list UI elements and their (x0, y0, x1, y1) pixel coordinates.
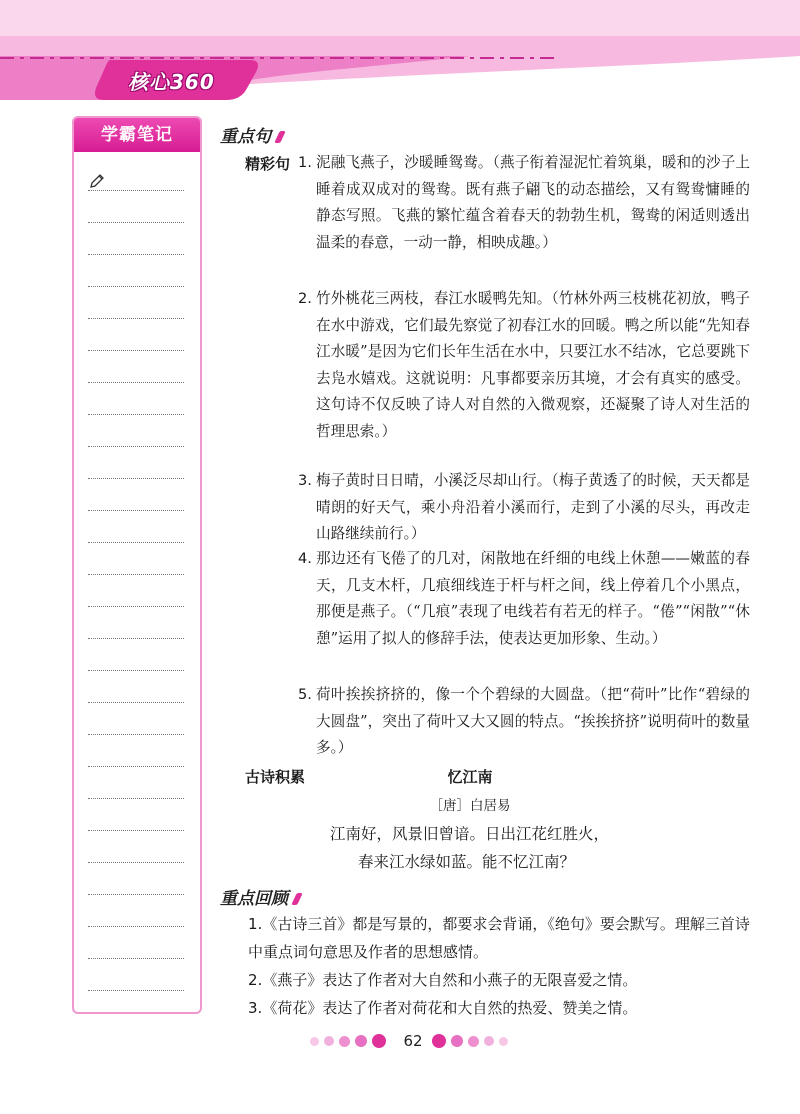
item-text: 竹外桃花三两枝，春江水暖鸭先知。（竹林外两三枝桃花初放，鸭子在水中游戏，它们最先察觉了初春江水的回暖。鸭之所以能“先知春江水暖”是因为它们长年生活在水中，只要江水不结冰，它总要跳下去凫水嬉戏。这就说明：凡事都要亲历其境，才会有真实的感受。这句诗不仅反映了诗人对自然的入微观察，还凝聚了诗人对生活的哲理思索。） (316, 290, 750, 440)
item-text: 《燕子》表达了作者对大自然和小燕子的无限喜爱之情。 (262, 971, 638, 989)
note-line (88, 670, 184, 671)
item-number: 1. (248, 915, 263, 933)
review-item (248, 966, 750, 994)
note-line (88, 414, 184, 415)
item-text: 泥融飞燕子，沙暖睡鸳鸯。（燕子衔着湿泥忙着筑巢，暖和的沙子上睡着成双成对的鸳鸯。既有燕子翩飞的动态描绘，又有鸳鸯慵睡的静态写照。飞燕的繁忙蕴含着春天的勃勃生机，鸳鸯的闲适则透出温柔的春意，一动一静，相映成趣。） (316, 154, 750, 251)
poem-line: 春来江水绿如蓝。能不忆江南？ (358, 853, 576, 871)
item-text: 荷叶挨挨挤挤的，像一个个碧绿的大圆盘。（把“荷叶”比作“碧绿的大圆盘”，突出了荷叶又大又圆的特点。“挨挨挤挤”说明荷叶的数量多。） (316, 686, 750, 756)
decor-dot (484, 1036, 494, 1046)
note-line (88, 542, 184, 543)
note-line (88, 702, 184, 703)
section-heading-text: 重点句 (220, 127, 271, 147)
note-line (88, 318, 184, 319)
poem-line: 江南好，风景旧曾谙。日出江花红胜火， (330, 825, 610, 843)
page-number: 62 (403, 1032, 423, 1050)
decor-dot (432, 1034, 446, 1048)
note-line (88, 990, 184, 991)
note-line (88, 382, 184, 383)
decor-dot (468, 1036, 479, 1047)
section-heading-review (220, 884, 300, 909)
item-number: 5. (298, 686, 312, 703)
item-text: 《古诗三首》都是写景的，都要求会背诵，《绝句》要会默写。理解三首诗中重点词句意思及作者的思想感情。 (248, 915, 750, 961)
decor-dot (355, 1035, 367, 1047)
note-line (88, 830, 184, 831)
item-number: 3. (248, 999, 263, 1017)
note-line (88, 350, 184, 351)
note-line (88, 926, 184, 927)
section-heading-text: 重点回顾 (220, 889, 288, 909)
decor-dot (372, 1034, 386, 1048)
decor-dot (499, 1037, 508, 1046)
note-line (88, 286, 184, 287)
notes-panel (72, 116, 202, 1014)
list-item (298, 546, 750, 652)
list-item (298, 150, 750, 256)
item-number: 1. (298, 154, 312, 171)
item-number: 2. (298, 290, 312, 307)
label-ancient-poem: 古诗积累 (245, 768, 306, 786)
note-line (88, 638, 184, 639)
note-line (88, 766, 184, 767)
list-item (298, 468, 750, 548)
note-line (88, 478, 184, 479)
note-line (88, 254, 184, 255)
note-line (88, 734, 184, 735)
list-item (298, 286, 750, 445)
accent-mark (274, 131, 286, 143)
label-highlight: 精彩句 (245, 155, 291, 173)
item-number: 4. (298, 550, 312, 567)
item-number: 3. (298, 472, 312, 489)
page-footer (300, 1032, 520, 1052)
note-line (88, 862, 184, 863)
note-line (88, 958, 184, 959)
note-line (88, 222, 184, 223)
decor-dot (324, 1036, 334, 1046)
note-line (88, 894, 184, 895)
item-text: 梅子黄时日日晴，小溪泛尽却山行。（梅子黄透了的时候，天天都是晴朗的好天气，乘小舟沿着小溪而行，走到了小溪的尽头，再改走山路继续前行。） (316, 472, 750, 542)
notes-title: 学霸笔记 (74, 118, 200, 152)
list-item (298, 682, 750, 762)
note-line (88, 574, 184, 575)
pencil-icon (88, 172, 106, 190)
note-line (88, 606, 184, 607)
accent-mark (291, 893, 303, 905)
header-decoration (0, 0, 800, 110)
review-item (248, 994, 750, 1022)
note-line (88, 446, 184, 447)
header-title: 核心360 (128, 70, 215, 94)
decor-dot (310, 1037, 319, 1046)
poem-author: ［唐］白居易 (429, 798, 511, 814)
section-heading-key-sentences (220, 122, 283, 147)
item-number: 2. (248, 971, 263, 989)
item-text: 那边还有飞倦了的几对，闲散地在纤细的电线上休憩——嫩蓝的春天，几支木杆，几痕细线连于杆与杆之间，线上停着几个小黑点，那便是燕子。（“几痕”表现了电线若有若无的样子。“倦”“闲散”“休憩”运用了拟人的修辞手法，使表达更加形象、生动。） (316, 550, 750, 647)
decor-dot (339, 1036, 350, 1047)
note-line (88, 190, 184, 191)
page-header (0, 0, 800, 110)
review-item (248, 910, 750, 966)
decor-dot (451, 1035, 463, 1047)
note-line (88, 798, 184, 799)
poem-title: 忆江南 (447, 768, 493, 786)
item-text: 《荷花》表达了作者对荷花和大自然的热爱、赞美之情。 (262, 999, 638, 1017)
note-line (88, 510, 184, 511)
